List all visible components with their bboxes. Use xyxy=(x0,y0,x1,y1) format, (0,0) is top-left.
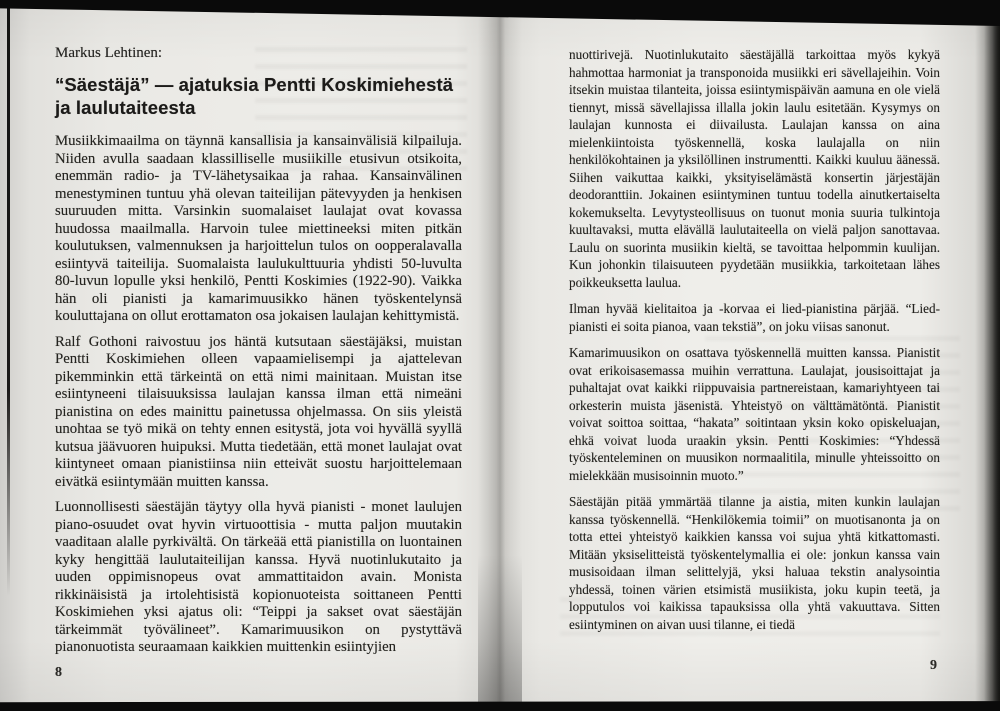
paragraph: Luonnollisesti säestäjän täytyy olla hyvä pianisti - monet laulujen piano-osuudet ovat hyvin virtuoottisia - mutta paljon muutakin vaaditaan alalle pyrkivältä. On tärkeää että pianistilla on luontainen kyky hengittää laulutaiteilijan kanssa. Hyvä nuotinlukutaito ja uuden oppimisnopeus ovat ammattitaidon avain. Monista rikkinäisistä ja irtolehtisistä kopionuoteista soittaneen Pentti Koskimiehen yksi ajatus oli: “Teippi ja sakset ovat säestäjän tärkeimmät työvälineet”. Kamarimuusikon on pystyttävä pianonuotista seuraamaan kaikkien muittenkin esiintyjien xyxy=(55,499,462,655)
article-title xyxy=(55,74,462,119)
scan-edge-bottom xyxy=(0,700,1000,711)
scan-edge-left xyxy=(7,6,10,596)
page-number-left: 8 xyxy=(55,665,62,680)
article-title-line1: “Säestäjä” — ajatuksia Pentti Koskimiehestä xyxy=(55,74,454,95)
paragraph: Kamarimuusikon on osattava työskennellä muitten kanssa. Pianistit ovat erikoisasemassa muihin verrattuna. Laulajat, jousisoittajat ja puhaltajat ovat kaikki riippuvaisia partnereistaan, kamariyhtyeen tai orkesterin muista jäsenistä. Yhteistyö on välttämätöntä. Pianistit voivat soittoa soittaa, “hakata” soitintaan yksin koko opiskeluajan, ehkä voivat luoda uraakin yksin. Pentti Koskimies: “Yhdessä työskenteleminen on muusikon normaalitila, minulle yhteissoitto on mielekkään musisoinnin muoto.” xyxy=(569,345,940,483)
left-page xyxy=(55,44,462,665)
article-title-line2: ja laulutaiteesta xyxy=(55,96,196,118)
paragraph: Musiikkimaailma on täynnä kansallisia ja kansainvälisiä kilpailuja. Niiden avulla saadaan klassilliselle musiikille etusivun otsikoita, enemmän radio- ja TV-lähetysaikaa ja rahaa. Kansainvälinen menestyminen tuntuu yhä olevan taiteilijan pätevyyden ja henkisen suuruuden mitta. Varsinkin suomalaiset laulajat ovat kovassa huudossa maailmalla. Harvoin tulee miettineeksi miten pitkän koulutuksen, valmennuksen ja harjoittelun tulos on oopperalavalla esiintyvä taiteilija. Suomalaista laulukulttuuria yhdisti 50-luvulta 80-luvun lopulle yksi henkilö, Pentti Koskimies (1922-90). Vaikka hän oli pianisti ja kamarimuusikko hänen työskentelynsä kouluttajana on ollut erottamaton osa jokaisen laulajan kehittymistä. xyxy=(55,133,462,324)
paragraph: nuottirivejä. Nuotinlukutaito säestäjällä tarkoittaa myös kykyä hahmottaa harmoniat ja transponoida musiikki eri sävellajeihin. Voin itsekin muistaa tilanteita, joissa esiintymispäivän aamuna en ole vielä tiennyt, missä sävellajissa illalla jokin laulu esitetään. Kysymys on laulajan kunnosta ei diivailusta. Laulajan kanssa on aina mielenkiintoista työskennellä, koska laulajalla on niin henkilökohtainen ja yksilöllinen instrumentti. Kaikki kuuluu äänessä. Siihen vaikuttaa kaikki, yksityiselämästä konsertin järjestäjän deodoranttiin. Jokainen esiintyminen tuntuu todella ainutkertaiselta kokemukselta. Levytysteollisuus on tuonut monia suuria tulkintoja kuultavaksi, mutta elävällä laulutaiteella on vielä paljon sanottavaa. Laulu on suorinta musiikin kieltä, se tavoittaa helpommin kuulijan. Kun johonkin tilaisuuteen pyydetään musiikkia, tarkoitetaan lähes poikkeuksetta laulua. xyxy=(569,47,940,290)
right-page xyxy=(569,46,940,642)
page-number-right: 9 xyxy=(930,658,937,673)
paragraph: Ilman hyvää kielitaitoa ja -korvaa ei lied-pianistina pärjää. “Lied-pianisti ei soita pianoa, vaan tekstiä”, on joku viisas sanonut. xyxy=(569,301,940,334)
paragraph: Ralf Gothoni raivostuu jos häntä kutsutaan säestäjäksi, muistan Pentti Koskimiehen olleen vapaamielisempi ja ajattelevan pikemminkin että tärkeintä on että nimi mainitaan. Muistan itse esiintyneeni tilaisuuksissa laulajan kanssa ilman että nimeäni pianistina on edes mainittu painetussa ohjelmassa. On siis yleistä unohtaa se työ mikä on tehty ennen esitystä, jota voi hyvällä syyllä kutsua jäävuoren huipuksi. Mutta tiedetään, että monet laulajat ovat kiintyneet omaan pianistiinsa niin etteivät suostu harjoittelemaan eivätkä esiintymään muitten kanssa. xyxy=(55,333,462,490)
scan-edge-right xyxy=(984,0,1000,711)
paragraph: Säestäjän pitää ymmärtää tilanne ja aistia, miten kunkin laulajan kanssa työskennellä. “Henkilökemia toimii” on muotisanonta ja on totta ettei yhteistyö kaikkien kanssa voi sujua yhtä kitkattomasti. Mitään yksiselitteistä työskentelymallia ei ole: jonkun kanssa vain musisoidaan ilman selittelyjä, yksi haluaa tekstin analysointia yhdessä, toinen värien etsimistä musiikista, joku kupin teetä, ja lopputulos voi kaikissa tapauksissa olla yhtä vakuuttava. Sitten esiintyminen on aivan uusi tilanne, ei tiedä xyxy=(569,494,940,632)
page-gutter-shadow xyxy=(478,0,522,711)
author-line: Markus Lehtinen: xyxy=(55,45,163,61)
